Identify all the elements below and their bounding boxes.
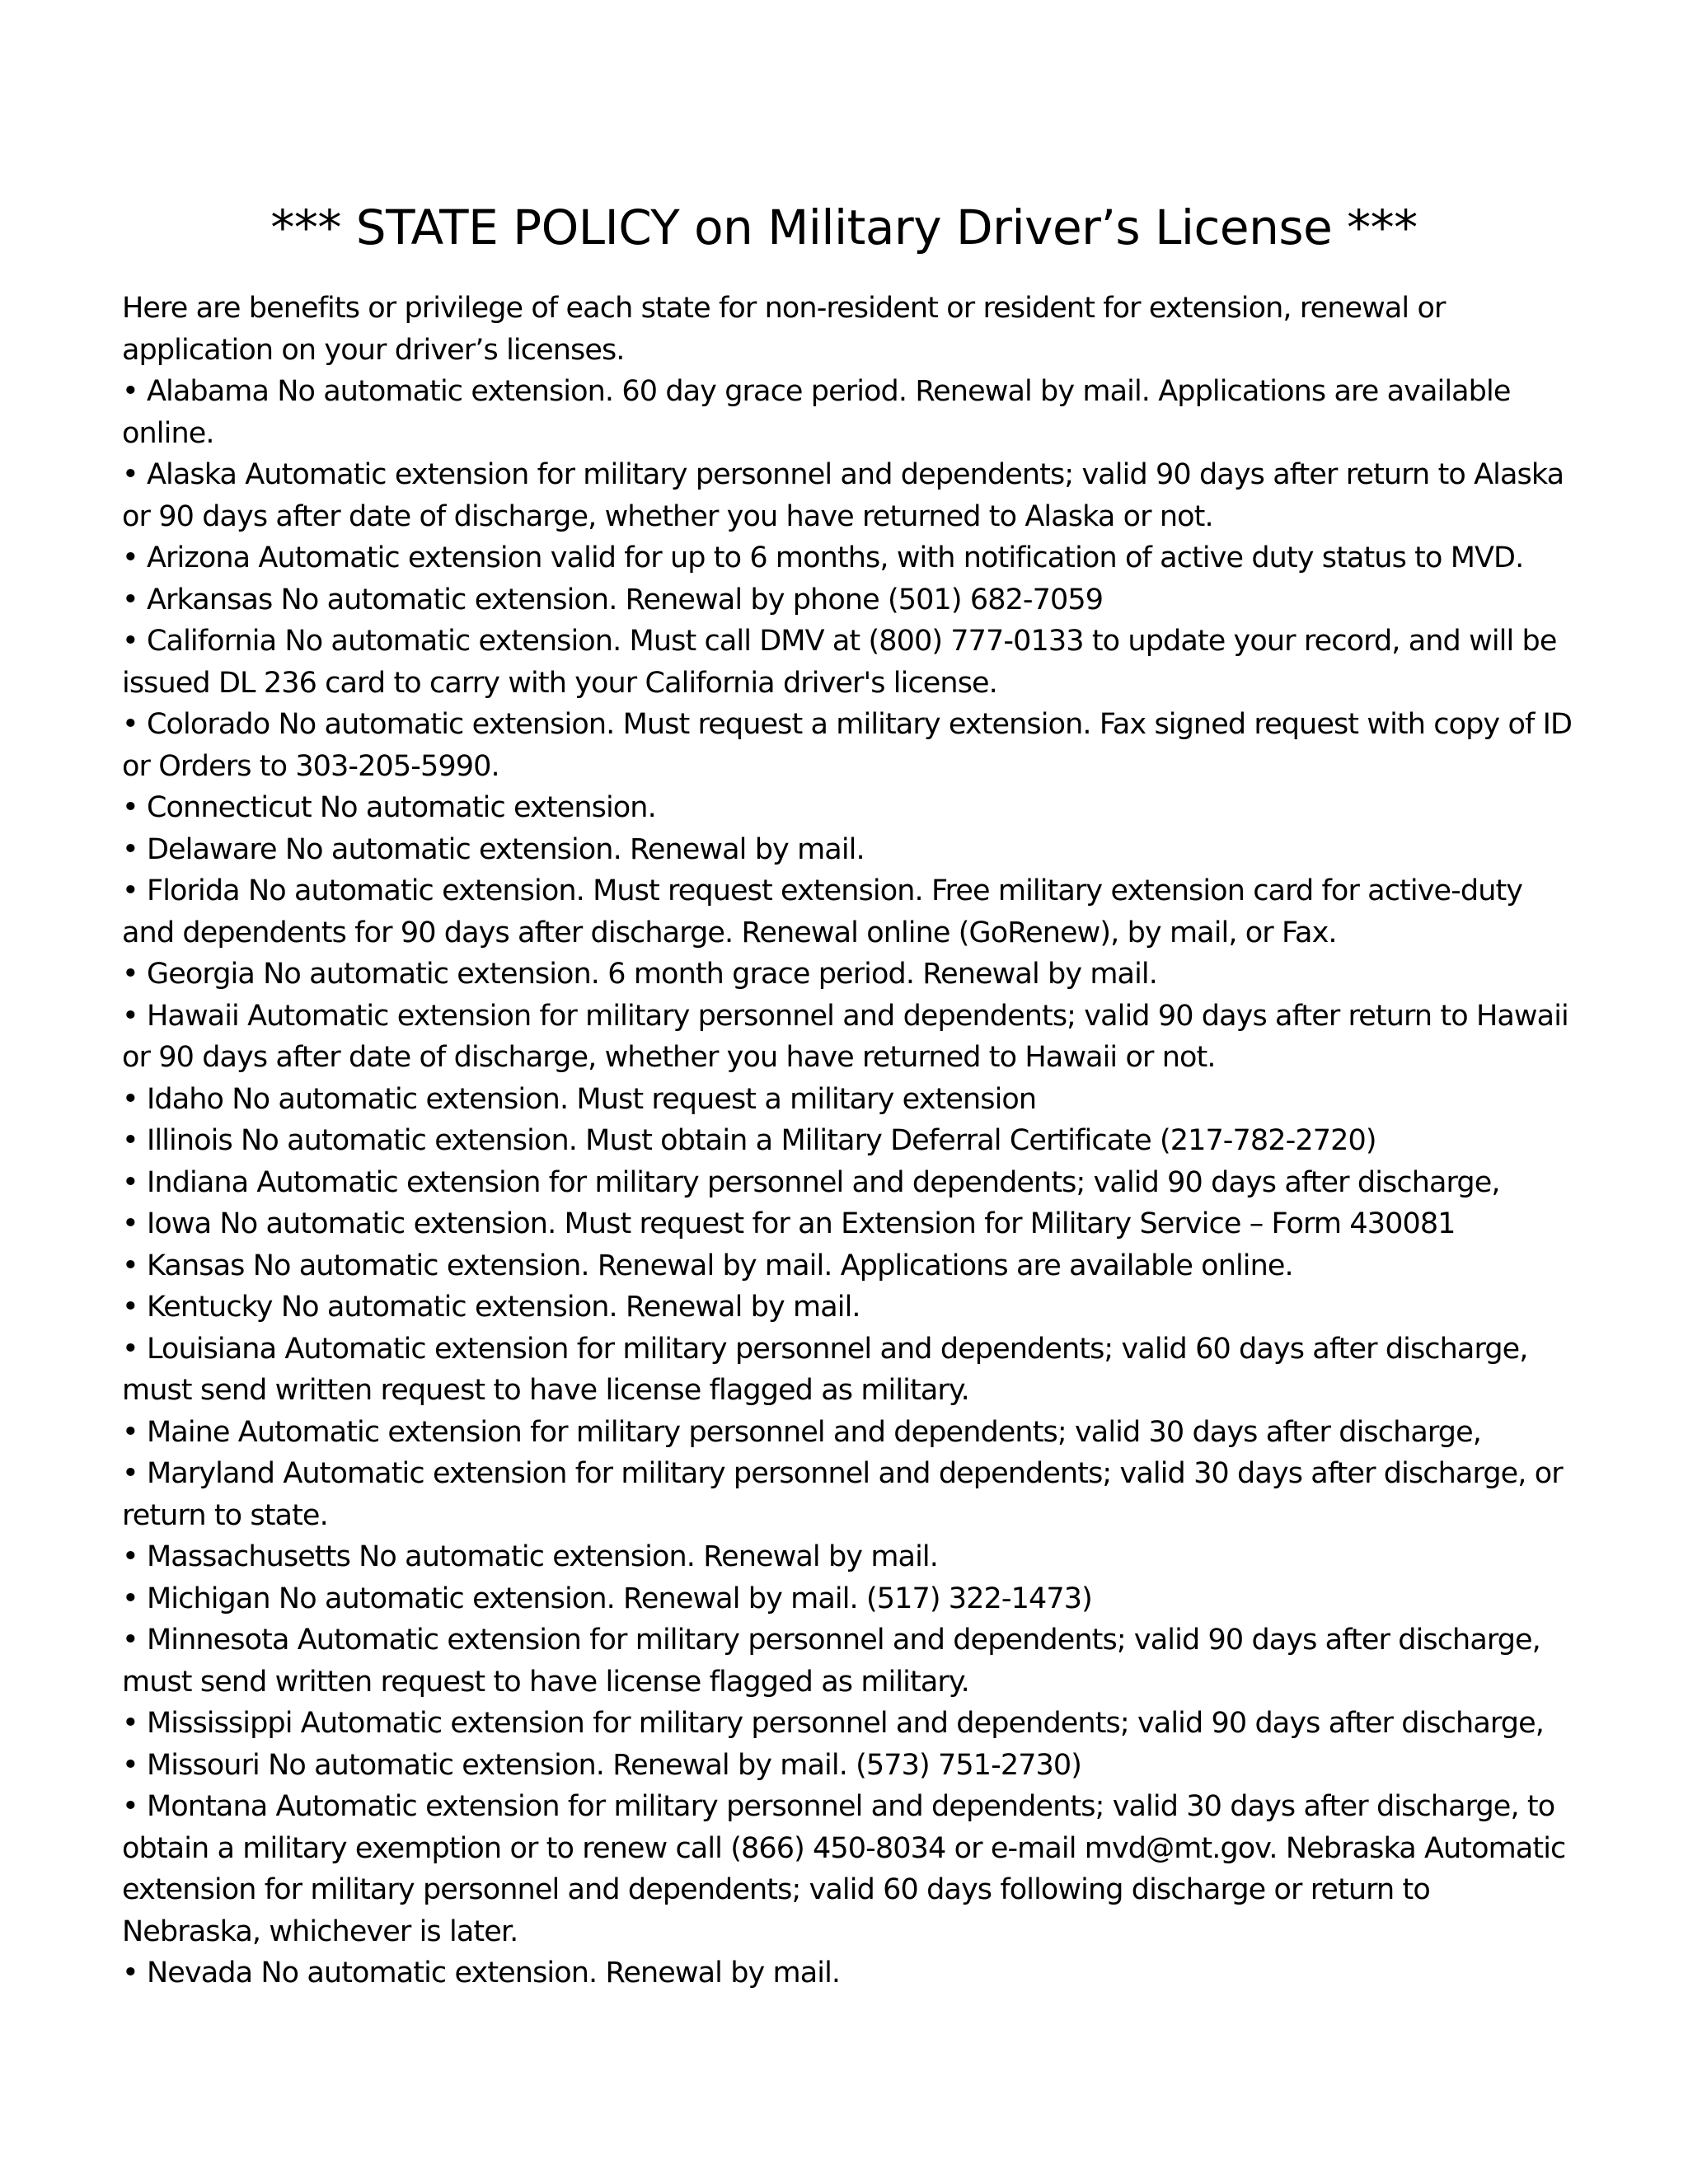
state-entry-text: Massachusetts No automatic extension. Renewal by mail.	[146, 1540, 938, 1573]
state-entry	[122, 870, 1573, 954]
state-entry-text: Colorado No automatic extension. Must request a military extension. Fax signed request with copy of ID or Orders to 303-205-5990.	[122, 708, 1573, 783]
state-entry-text: California No automatic extension. Must call DMV at (800) 777-0133 to update your record, and will be issued DL 236 card to carry with your California driver's license.	[122, 625, 1557, 700]
state-entry-text: Idaho No automatic extension. Must request a military extension	[146, 1082, 1037, 1116]
state-entry-text: Indiana Automatic extension for military personnel and dependents; valid 90 days after discharge,	[146, 1165, 1500, 1199]
state-entry-text: Alaska Automatic extension for military personnel and dependents; valid 90 days after return to Alaska or 90 days after date of discharge, whether you have returned to Alaska or not.	[122, 458, 1564, 533]
state-entry-text: Missouri No automatic extension. Renewal by mail. (573) 751-2730)	[146, 1748, 1082, 1782]
state-entry-text: Michigan No automatic extension. Renewal by mail. (517) 322-1473)	[146, 1582, 1092, 1615]
state-entry	[122, 1203, 1573, 1245]
bullet-icon: •	[122, 1790, 138, 1823]
bullet-icon: •	[122, 874, 138, 907]
state-entry	[122, 537, 1573, 579]
bullet-icon: •	[122, 1457, 138, 1490]
bullet-icon: •	[122, 458, 138, 491]
state-entry	[122, 1412, 1573, 1454]
bullet-icon: •	[122, 1748, 138, 1782]
state-entry	[122, 1162, 1573, 1204]
bullet-icon: •	[122, 1124, 138, 1157]
state-entry-text: Minnesota Automatic extension for military personnel and dependents; valid 90 days after discharge, must send written request to have license flagged as military.	[122, 1624, 1540, 1699]
bullet-icon: •	[122, 583, 138, 616]
bullet-icon: •	[122, 1332, 138, 1366]
state-entry	[122, 1786, 1573, 1952]
bullet-icon: •	[122, 1540, 138, 1573]
bullet-icon: •	[122, 375, 138, 408]
bullet-icon: •	[122, 1415, 138, 1449]
state-entry	[122, 579, 1573, 621]
state-entry	[122, 829, 1573, 871]
state-entry-text: Maryland Automatic extension for military personnel and dependents; valid 30 days after discharge, or return to state.	[122, 1457, 1563, 1532]
bullet-icon: •	[122, 1582, 138, 1615]
state-entry	[122, 787, 1573, 829]
state-entry-text: Montana Automatic extension for military personnel and dependents; valid 30 days after discharge, to obtain a military exemption or to renew call (866) 450-8034 or e-mail mvd@mt.gov. Nebraska Automatic extension for military personnel and dependents; valid 60 days following discharge or return to Nebraska, whichever is later.	[122, 1790, 1566, 1948]
state-entry-text: Kentucky No automatic extension. Renewal by mail.	[146, 1291, 860, 1324]
state-entry	[122, 1536, 1573, 1578]
bullet-icon: •	[122, 1957, 138, 1990]
state-entry-text: Alabama No automatic extension. 60 day grace period. Renewal by mail. Applications are available online.	[122, 375, 1511, 450]
state-entry-text: Maine Automatic extension for military personnel and dependents; valid 30 days after discharge,	[146, 1415, 1481, 1449]
bullet-icon: •	[122, 1249, 138, 1282]
state-entry	[122, 1329, 1573, 1412]
state-entry	[122, 371, 1573, 454]
state-entry	[122, 1703, 1573, 1745]
policy-body	[122, 288, 1573, 1994]
state-entry	[122, 704, 1573, 787]
state-entry	[122, 454, 1573, 537]
state-entry	[122, 1079, 1573, 1121]
page-title: *** STATE POLICY on Military Driver’s License ***	[270, 199, 1418, 255]
state-entry-text: Connecticut No automatic extension.	[146, 791, 656, 824]
intro-paragraph: Here are benefits or privilege of each state for non-resident or resident for extension, renewal or application on your driver’s licenses.	[122, 292, 1446, 367]
bullet-icon: •	[122, 1082, 138, 1116]
state-entry-text: Louisiana Automatic extension for military personnel and dependents; valid 60 days after discharge, must send written request to have license flagged as military.	[122, 1332, 1528, 1407]
bullet-icon: •	[122, 791, 138, 824]
state-entry	[122, 1245, 1573, 1287]
state-entry-text: Hawaii Automatic extension for military personnel and dependents; valid 90 days after return to Hawaii or 90 days after date of discharge, whether you have returned to Hawaii or not.	[122, 999, 1568, 1074]
state-entry	[122, 1120, 1573, 1162]
state-policy-list	[122, 371, 1573, 1994]
bullet-icon: •	[122, 958, 138, 991]
state-entry-text: Mississippi Automatic extension for military personnel and dependents; valid 90 days after discharge,	[146, 1707, 1544, 1740]
bullet-icon: •	[122, 708, 138, 741]
state-entry	[122, 1453, 1573, 1536]
state-entry-text: Iowa No automatic extension. Must request for an Extension for Military Service – Form 430081	[146, 1207, 1456, 1240]
state-entry-text: Delaware No automatic extension. Renewal by mail.	[146, 832, 865, 866]
state-entry	[122, 1286, 1573, 1329]
state-entry-text: Georgia No automatic extension. 6 month grace period. Renewal by mail.	[146, 958, 1157, 991]
state-entry-text: Florida No automatic extension. Must request extension. Free military extension card for active-duty and dependents for 90 days after discharge. Renewal online (GoRenew), by mail, or Fax.	[122, 874, 1523, 949]
bullet-icon: •	[122, 1707, 138, 1740]
state-entry-text: Arizona Automatic extension valid for up to 6 months, with notification of active duty status to MVD.	[146, 541, 1524, 574]
state-entry-text: Arkansas No automatic extension. Renewal by phone (501) 682-7059	[146, 583, 1104, 616]
bullet-icon: •	[122, 999, 138, 1033]
state-entry-text: Illinois No automatic extension. Must obtain a Military Deferral Certificate (217-782-2720)	[146, 1124, 1376, 1157]
state-entry	[122, 1952, 1573, 1994]
bullet-icon: •	[122, 832, 138, 866]
state-entry	[122, 996, 1573, 1079]
bullet-icon: •	[122, 1624, 138, 1657]
state-entry-text: Kansas No automatic extension. Renewal by mail. Applications are available online.	[146, 1249, 1293, 1282]
state-entry	[122, 1745, 1573, 1787]
state-entry	[122, 954, 1573, 996]
bullet-icon: •	[122, 625, 138, 658]
state-entry	[122, 1619, 1573, 1703]
state-entry	[122, 621, 1573, 704]
bullet-icon: •	[122, 1291, 138, 1324]
bullet-icon: •	[122, 541, 138, 574]
state-entry-text: Nevada No automatic extension. Renewal by mail.	[146, 1957, 841, 1990]
bullet-icon: •	[122, 1207, 138, 1240]
state-entry	[122, 1578, 1573, 1620]
bullet-icon: •	[122, 1165, 138, 1199]
